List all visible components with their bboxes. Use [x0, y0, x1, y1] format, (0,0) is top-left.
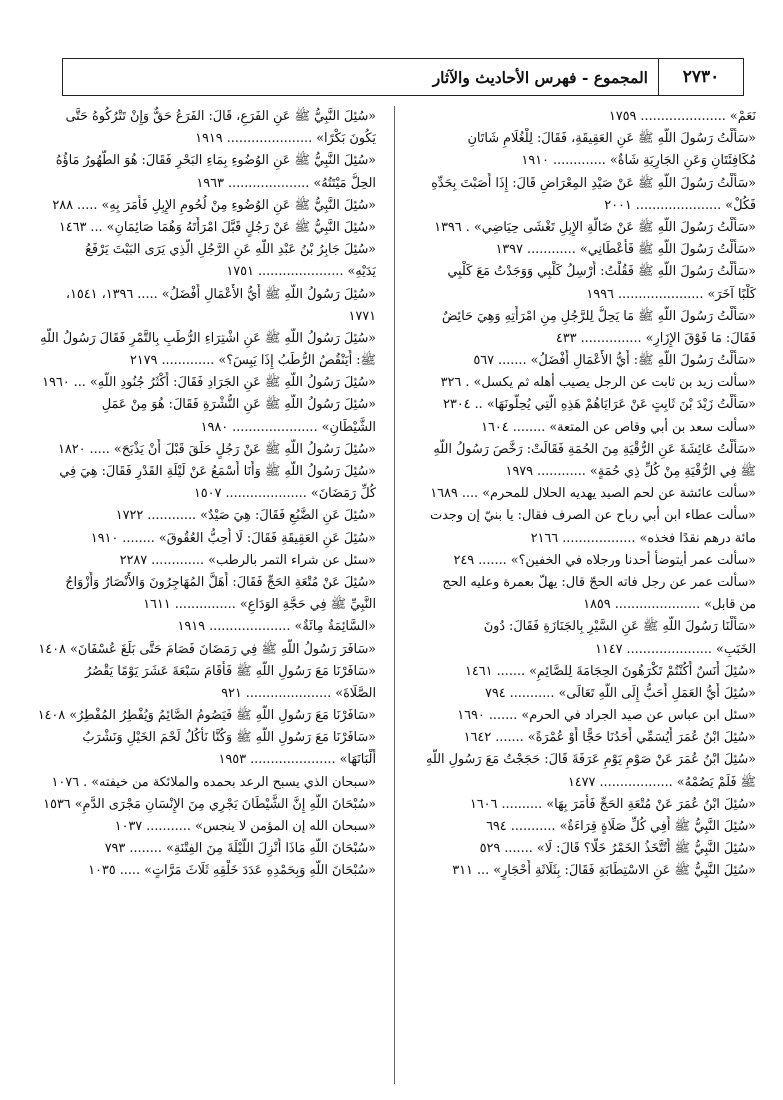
index-entry-line: يَكُونَ بَكْرًا» ..................... ١٩١٩	[195, 131, 376, 147]
page-header	[62, 58, 744, 96]
index-entry-line: «سبحان الذي يسبح الرعد بحمده والملائكة من خيفته» . ١٠٧٦	[51, 774, 376, 790]
index-entry-line: ﷺ فَلَمْ يَصُمْهُ» .................. ١٤٧٧	[567, 774, 756, 790]
index-entry-line: «سُئِلَ النَّبِيُّ ﷺ عَنِ الفَرَعِ، قَالَ: الفَرَعُ حَقٌّ وَإِنْ تَتْرُكُوهُ حَتَّى	[65, 109, 376, 124]
index-entry-line: كَلْبًا آخَرَ» ..................... ١٩٩٦	[586, 286, 756, 302]
page-number: ٢٧٣٠	[658, 59, 743, 95]
index-entry-line: «سُئِلَ النَّبِيُّ ﷺ عَنِ الاسْتِطَابَةِ فَقَالَ: بِثَلَاثَةِ أَحْجَارٍ» ... ٣١١	[452, 863, 756, 879]
index-entry-line: الصَّلَاةَ» ..................... ٩٢١	[221, 685, 376, 701]
index-entry-line: «سُئِلَ رَسُولُ اللَّهِ ﷺ وَأَنَا أَسْمَعُ عَنْ لَيْلَةِ القَدْرِ فَقَالَ: هِيَ فِي	[59, 464, 376, 479]
index-entry-line: من قابل» ..................... ١٨٥٩	[583, 597, 756, 613]
index-entry-line: الحِلُّ مَيْتَتُهُ» .................... ١٩٦٣	[196, 175, 376, 191]
index-entry-line: «سَأَلْتُ رَسُولَ اللَّهِ ﷺ عَنِ العَقِيقَةِ، فَقَالَ: لِلْغُلَامِ شَاتَانِ	[467, 131, 756, 147]
index-entry-line: «سألت زيد بن ثابت عن الرجل يصيب أهله ثم يكسل» . ٣٢٦	[440, 375, 756, 391]
right-column	[408, 106, 756, 883]
index-entry-line: الشَّيْطَانِ» ..................... ١٩٨٠	[200, 419, 376, 435]
index-entry-line: «سألت عطاء ابن أبي رباح عن الصرف فقال: يا بنيّ إن وجدت	[430, 508, 756, 524]
index-entry-line: «سَافَرْنَا مَعَ رَسُولِ اللَّهِ ﷺ وَكُنَّا نَأْكُلُ لَحْمَ الخَيْلِ وَنَشْرَبُ	[82, 730, 376, 746]
index-entry-line: ﷺ فِي الرُّقْيَةِ مِنْ كُلِّ ذِي حُمَةٍ» ............ ١٩٧٩	[505, 464, 756, 479]
index-entry-line: «سُئِلَ النَّبِيُّ ﷺ عَنْ رَجُلٍ قَبَّلَ امْرَأَتَهُ وَهُمَا صَائِمَانِ» ... ١٤٦٣	[58, 219, 376, 235]
column-divider	[394, 106, 395, 1084]
index-entry-line: «سُئِلَ عَنْ مُتْعَةِ الحَجِّ فَقَالَ: أَهَلَّ المُهَاجِرُونَ وَالأَنْصَارُ وَأَزْوَاجُ	[65, 574, 376, 590]
index-entry-line: أَلْبَانَهَا» ..................... ١٩٥٣	[218, 752, 376, 768]
index-entry-line: «سَافَرَ رَسُولُ اللَّهِ ﷺ فِي رَمَضَانَ فَصَامَ حَتَّى بَلَغَ عُسْفَانَ» ١٤٠٨	[38, 641, 376, 657]
index-entry-line: «سُئِلَ أَيُّ العَمَلِ أَحَبُّ إِلَى اللَّهِ تَعَالَى» ........... ٧٩٤	[484, 685, 756, 701]
index-entry-line: «سَافَرْنَا مَعَ رَسُولِ اللَّهِ ﷺ فَأَقَامَ سَبْعَةَ عَشَرَ يَوْمًا يَقْصُرُ	[85, 663, 376, 679]
index-entry-line: «سُئِلَ ابْنُ عُمَرَ عَنْ صَوْمِ يَوْمِ عَرَفَةَ قَالَ: حَجَجْتُ مَعَ رَسُولِ اللَّهِ	[425, 752, 756, 768]
index-entry-line: «سَأَلْتُ رَسُولَ اللَّهِ ﷺ عَنْ ضَالَّةِ الإِبِلِ تَغْشَى حِيَاضِي» . ١٣٩٦	[434, 219, 756, 235]
index-entry-line: «سُئِلَ عَنِ الضَّبُعِ فَقَالَ: هِيَ صَيْدٌ» ............ ١٧٢٢	[115, 508, 376, 524]
index-entry-line: «سَأَلْتُ رَسُولَ اللَّهِ ﷺ فَقُلْتُ: أُرْسِلُ كَلْبِي وَوَجَدْتُ مَعَ كَلْبِي	[447, 264, 756, 280]
index-entry-line: «سُئِلَ عَنِ العَقِيقَةِ فَقَالَ: لَا أُحِبُّ العُقُوقَ» ........ ١٩١٠	[90, 530, 376, 546]
index-entry-line: «سُئِلَ رَسُولُ اللَّهِ ﷺ عَنِ النُّشْرَةِ فَقَالَ: هُوَ مِنْ عَمَلِ	[101, 397, 376, 413]
index-entry-line: ١٧٧١	[348, 308, 376, 324]
index-entry-line: فَقَالَ: مَا فَوْقَ الإِزَارِ» ............... ٤٣٣	[555, 330, 756, 346]
index-entry-line: «سُبْحَانَ اللَّهِ إِنَّ الشَّيْطَانَ يَجْرِي مِنَ الإِنْسَانِ مَجْرَى الدَّمِ» ١٥٣٦	[43, 796, 376, 812]
index-entry-line: كُلِّ رَمَضَانَ» .................... ١٥٠٧	[193, 486, 376, 502]
page-title: المجموع - فهرس الأحاديث والآثار	[432, 67, 648, 87]
index-entry-line: مُكَافِئَتَانِ وَعَنِ الجَارِيَةِ شَاةٌ» ............. ١٩١٠	[521, 153, 756, 169]
index-entry-line: «سُئِلَ أَنَسٌ أَكُنْتُمْ تَكْرَهُونَ الحِجَامَةَ لِلصَّائِمِ» ....... ١٤٦١	[465, 663, 756, 679]
index-entry-line: «سُئِلَ ابْنُ عُمَرَ أَيُسَمِّي أَحَدُنَا حَجًّا أَوْ عُمْرَةً» ....... ١٦٤٢	[463, 730, 756, 746]
index-entry-line: «سئل عن شراء التمر بالرطب» ............. ٢٢٨٧	[119, 552, 376, 568]
index-entry-line: «سُئِلَ رَسُولُ اللَّهِ ﷺ عَنِ اشْتِرَاءِ الرُّطَبِ بِالتَّمْرِ فَقَالَ رَسُولُ اللَّهِ	[40, 330, 376, 346]
index-entry-line: «سئل ابن عباس عن صيد الجراد في الحرم» ....... ١٦٩٠	[457, 708, 756, 724]
index-entry-line: «سُئِلَ النَّبِيُّ ﷺ عَنِ الوُضُوءِ مِنْ لُحُومِ الإِبِلِ فَأَمَرَ بِهِ» ..... ٢٨٨	[52, 197, 376, 213]
index-entry-line: «السَّائِمَةُ مِائَةٌ» .................... ١٩١٩	[177, 619, 376, 635]
index-entry-line: النَّبِيِّ ﷺ فِي حَجَّةِ الوَدَاعِ» ............... ١٦١١	[143, 597, 376, 613]
index-entry-line: «سُبْحَانَ اللَّهِ وَبِحَمْدِهِ عَدَدَ خَلْقِهِ ثَلَاثَ مَرَّاتٍ» ..... ١٠٣٥	[88, 863, 376, 879]
index-entry-line: «سُئِلَ جَابِرُ بْنُ عَبْدِ اللَّهِ عَنِ الرَّجُلِ الَّذِي يَرَى البَيْتَ يَرْفَعُ	[85, 242, 376, 258]
index-entry-line: «سَأَلْتُ رَسُولَ اللَّهِ ﷺ مَا يَحِلُّ لِلرَّجُلِ مِنِ امْرَأَتِهِ وَهِيَ حَائِضٌ	[441, 308, 756, 324]
index-entry-line: «سُئِلَ النَّبِيُّ ﷺ أَفِي كُلِّ صَلَاةٍ قِرَاءَةٌ» ........... ٦٩٤	[486, 819, 756, 834]
index-entry-line: «سَافَرْنَا مَعَ رَسُولِ اللَّهِ ﷺ فَيَصُومُ الصَّائِمُ وَيُفْطِرُ المُفْطِرُ» ١٤٠٨	[37, 708, 376, 724]
index-entry-line: «سُئِلَ رَسُولُ اللَّهِ ﷺ أَيُّ الأَعْمَالِ أَفْضَلُ» ..... ١٣٩٦، ١٥٤١،	[65, 286, 376, 302]
index-entry-line: «سألت عائشة عن لحم الصيد يهديه الحلال للمحرم» .... ١٦٨٩	[430, 486, 756, 502]
left-column	[28, 106, 376, 883]
index-entry-line: «سَأَلْتُ رَسُولَ اللَّهِ ﷺ: أَيُّ الأَعْمَالِ أَفْضَلُ» ....... ٥٦٧	[473, 353, 756, 369]
index-entry-line: نَعَمْ» ..................... ١٧٥٩	[608, 109, 756, 124]
index-entry-line: ﷺ: أَيَنْقُصُ الرُّطَبُ إِذَا يَبِسَ؟» ............. ٢١٧٩	[129, 353, 376, 369]
index-entry-line: فَكُلْ» ..................... ٢٠٠١	[604, 197, 756, 213]
index-entry-line: «سُبْحَانَ اللَّهِ مَاذَا أُنْزِلَ اللَّيْلَةَ مِنَ الفِتْنَةِ» ........ ٧٩٣	[104, 841, 376, 857]
index-entry-line: «سُئِلَ رَسُولُ اللَّهِ ﷺ عَنِ الجَرَادِ فَقَالَ: أَكْثَرُ جُنُودِ اللَّهِ» ... ١٩٦٠	[42, 375, 376, 391]
index-entry-line: «سَأَلْتُ عَائِشَةَ عَنِ الرُّقْيَةِ مِنَ الحُمَةِ فَقَالَتْ: رَخَّصَ رَسُولُ اللَّهِ	[433, 441, 756, 457]
index-entry-line: «سُئِلَ رَسُولُ اللَّهِ ﷺ عَنْ رَجُلٍ حَلَقَ قَبْلَ أَنْ يَذْبَحَ» ..... ١٨٢٠	[57, 441, 376, 457]
index-entry-line: «سألت عمر أيتوضأ أحدنا ورجلاه في الخفين؟» ....... ٢٤٩	[453, 552, 756, 568]
index-entry-line: «سَأَلْتُ رَسُولَ اللَّهِ ﷺ عَنْ صَيْدِ المِعْرَاضِ قَالَ: إِذَا أَصَبْتَ بِحَدِّهِ	[431, 175, 756, 191]
index-entry-line: «سألت سعد بن أبي وقاص عن المتعة» ........ ١٦٠٤	[481, 419, 756, 435]
index-entry-line: «سُئِلَ ابْنُ عُمَرَ عَنْ مُتْعَةِ الحَجِّ فَأَمَرَ بِهَا» .......... ١٦٠٦	[469, 796, 756, 812]
index-entry-line: «سُئِلَ النَّبِيُّ ﷺ أَتُتَّخَذُ الخَمْرُ خَلًّا؟ قَالَ: لَا» ....... ٥٢٩	[479, 841, 756, 857]
index-entry-line: «سَأَلْنَا رَسُولَ اللَّهِ ﷺ عَنِ السَّيْرِ بِالجَنَازَةِ فَقَالَ: دُونَ	[483, 619, 756, 635]
index-entry-line: الخَبَبِ» ..................... ١١٤٧	[594, 641, 756, 657]
index-entry-line: «سألت عمر عن رجل فاته الحجّ قال: يهلّ بعمرة وعليه الحج	[442, 574, 756, 590]
index-entry-line: «سُئِلَ النَّبِيُّ ﷺ عَنِ الوُضُوءِ بِمَاءِ البَحْرِ فَقَالَ: هُوَ الطَّهُورُ مَاؤُهُ	[55, 153, 376, 169]
index-entry-line: «سَأَلْتُ زَيْدَ بْنَ ثَابِتٍ عَنْ عَرَايَاهُمْ هَذِهِ الَّتِي يُحِلُّونَهَا» .. ٢٣٠٤	[443, 397, 756, 413]
index-entry-line: مائة درهم نقدًا فخذه» .................. ٢١٦٦	[530, 530, 756, 546]
index-entry-line: «سَأَلْتُ رَسُولَ اللَّهِ ﷺ فَأَعْطَانِي» ............ ١٣٩٧	[495, 242, 756, 258]
index-entry-line: «سبحان الله إن المؤمن لا ينجس» ........... ١٠٣٧	[114, 819, 376, 834]
index-entry-line: يَدَيْهِ» ..................... ١٧٥١	[226, 264, 376, 280]
